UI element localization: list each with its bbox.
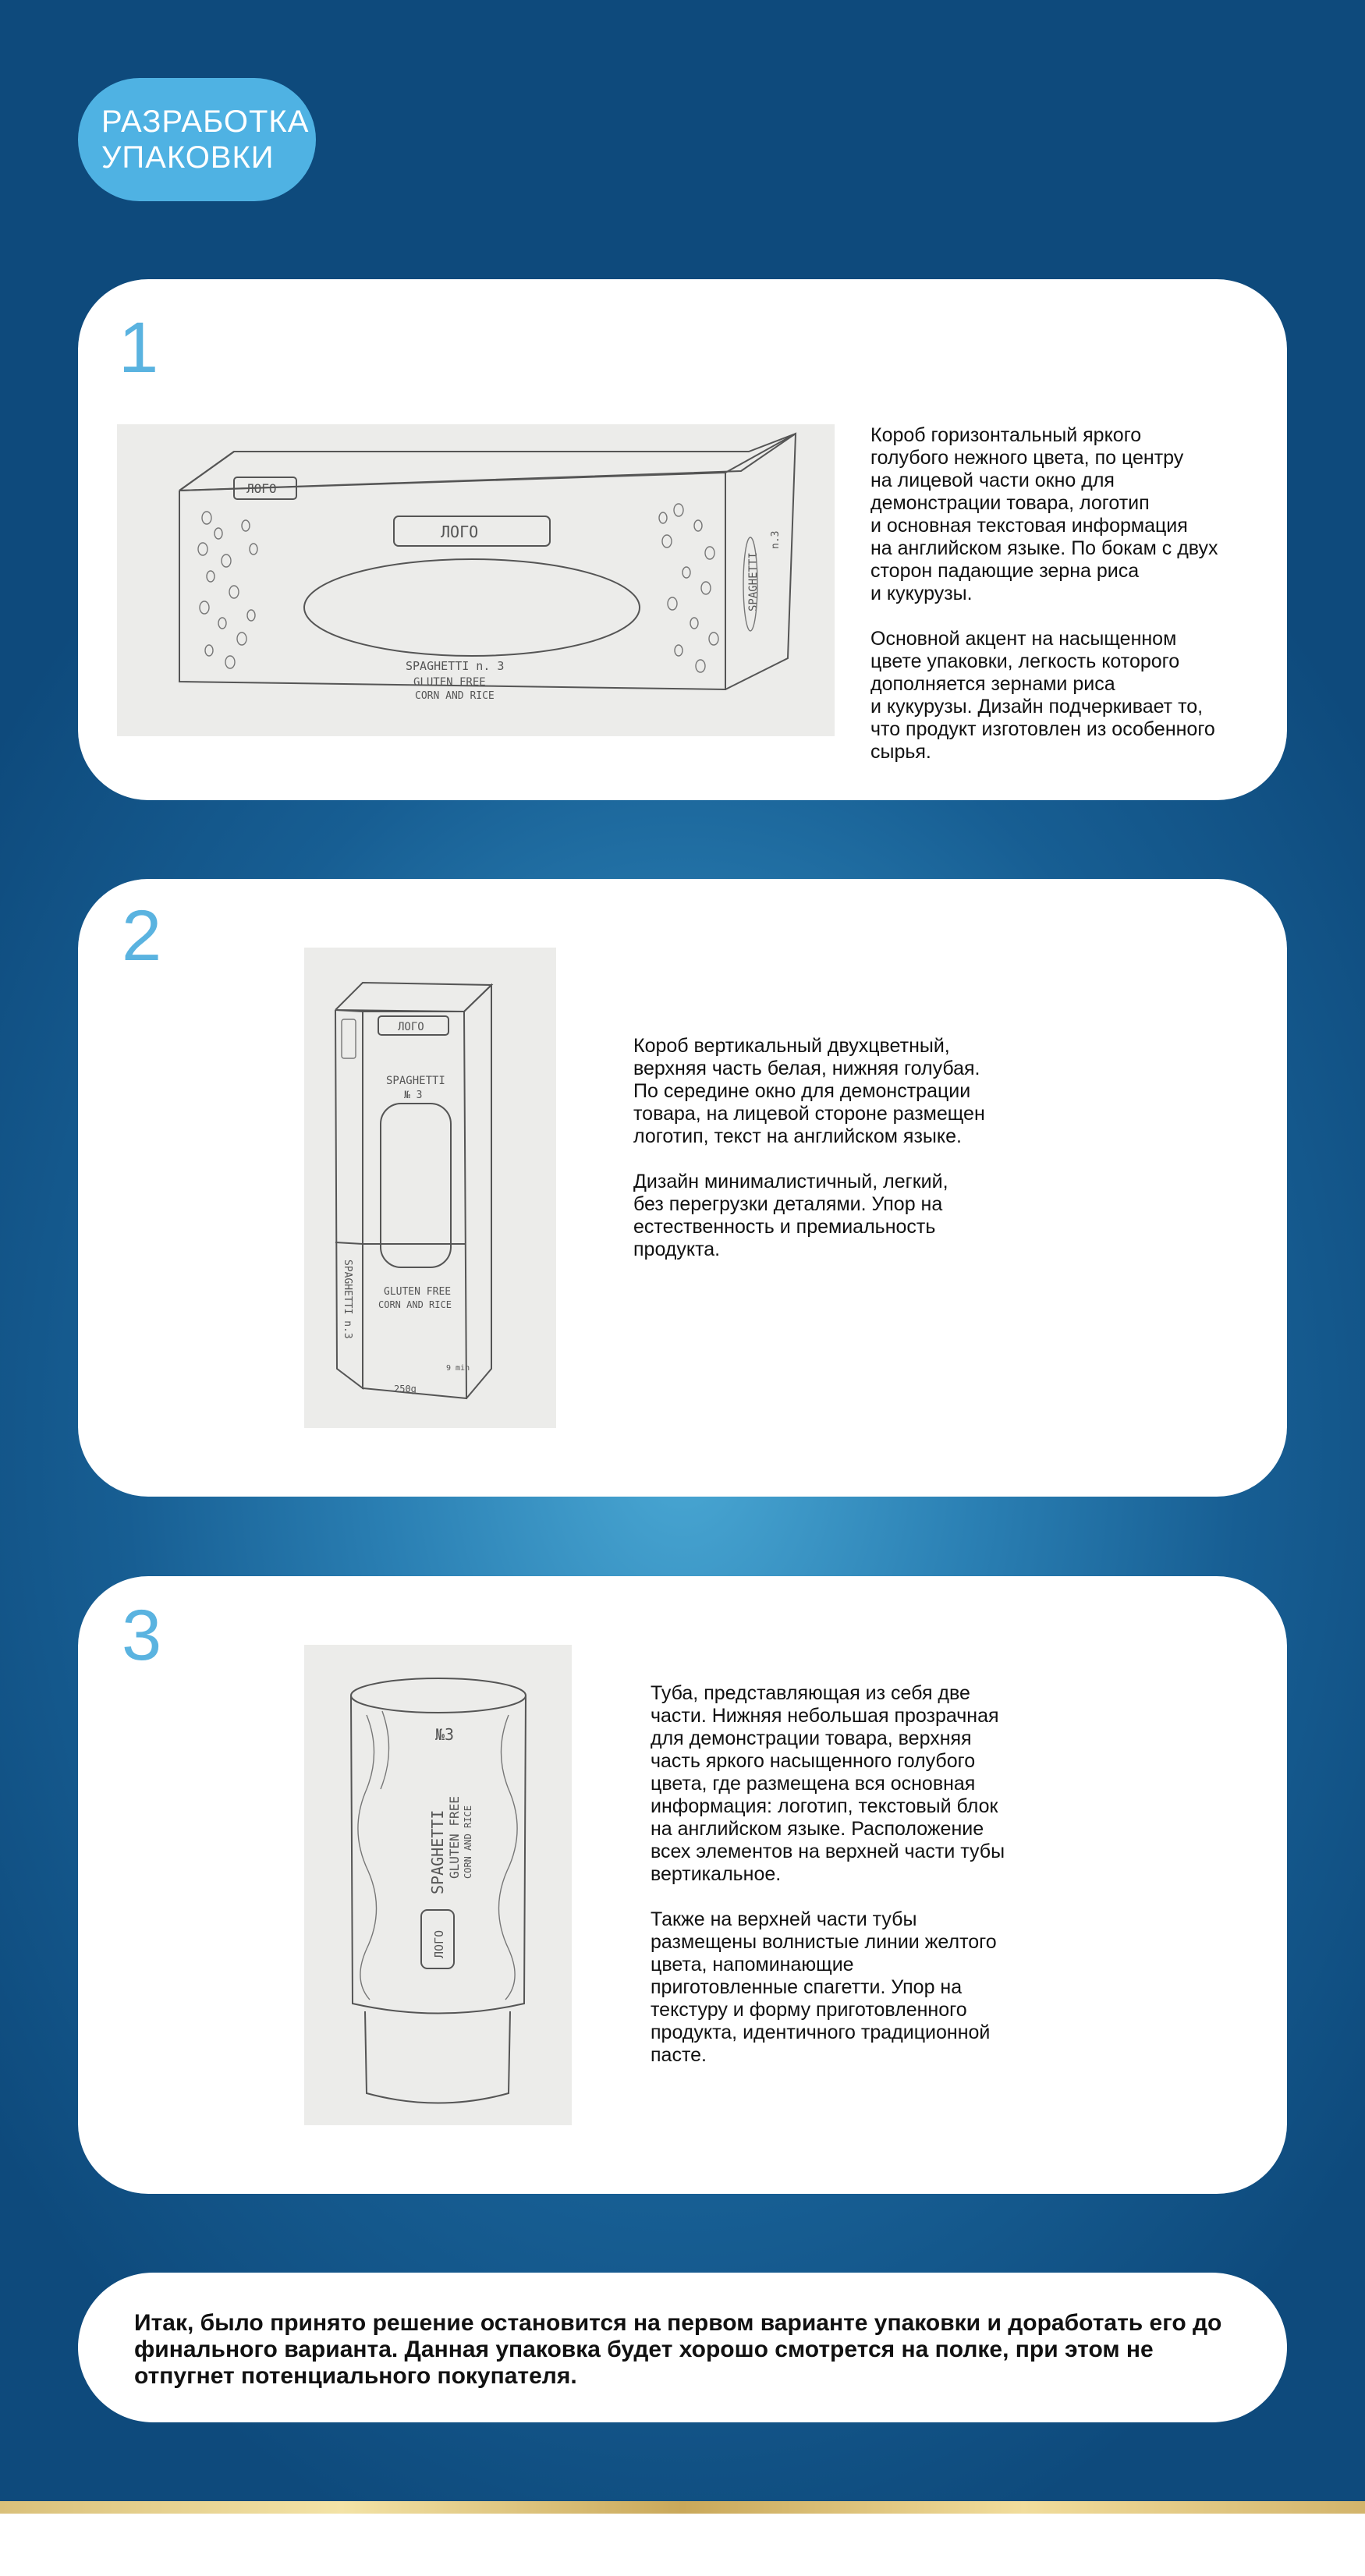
section-title-badge (78, 78, 316, 201)
gold-divider (0, 2501, 1365, 2514)
sketch-tube (304, 1645, 572, 2125)
sketch-number: №3 (435, 1725, 455, 1744)
sketch-text-line1: SPAGHETTI (428, 1809, 447, 1894)
sketch-text-line4: CORN AND RICE (378, 1299, 452, 1310)
sketch-side-line1: SPAGHETTI (747, 552, 760, 611)
sketch-text-line2: № 3 (404, 1090, 423, 1101)
variant-number: 1 (119, 308, 159, 388)
bottom-strip (0, 2514, 1365, 2576)
variant-number: 2 (122, 896, 162, 976)
sketch-text-line1: SPAGHETTI (386, 1075, 445, 1087)
sketch-text-line3: GLUTEN FREE (384, 1286, 452, 1298)
variant-description: Короб горизонтальный яркого голубого нежного цвета, по центру на лицевой части окно для демонстрации товара, логотип и основная текстовая информация на английском языке. По бокам с двух сторон падающие зерна риса и кукурузы. Основной акцент на насыщенном цвете упаковки, легкость которого дополняется зернами риса и кукурузы. Дизайн подчеркивает то, что продукт изготовлен из особенного сырья. (870, 424, 1218, 763)
variant-number: 3 (122, 1596, 162, 1675)
variant-card-2 (78, 879, 1287, 1497)
variant-card-1 (78, 279, 1287, 800)
sketch-weight: 250g (394, 1384, 417, 1394)
sketch-time: 9 min (446, 1364, 470, 1373)
sketch-text-line2: GLUTEN FREE (413, 676, 486, 689)
sketch-horizontal-box (117, 424, 835, 736)
sketch-text-line2: GLUTEN FREE (447, 1796, 462, 1879)
variant-card-3 (78, 1576, 1287, 2194)
variant-description: Туба, представляющая из себя две части. Нижняя небольшая прозрачная для демонстрации товара, верхняя часть яркого насыщенного голубого цвета, где размещена вся основная информация: логотип, текстовый блок на английском языке. Расположение всех элементов на верхней части тубы вертикальное. Также на верхней части тубы размещены волнистые линии желтого цвета, напоминающие приготовленные спагетти. Упор на текстуру и форму приготовленного продукта, идентичного традиционной пасте. (651, 1682, 1005, 2066)
sketch-side-line2: n.3 (770, 530, 782, 549)
conclusion-card (78, 2273, 1287, 2422)
sketch-logo: ЛОГО (432, 1929, 446, 1958)
sketch-logo: ЛОГО (398, 1021, 424, 1033)
sketch-side-text: SPAGHETTI n.3 (342, 1260, 353, 1339)
section-title: РАЗРАБОТКА УПАКОВКИ (101, 105, 310, 175)
conclusion-text: Итак, было принято решение остановится на первом варианте упаковки и доработать его до финального варианта. Данная упаковка будет хорошо смотрется на полке, при этом не отпугнет потенциального покупателя. (134, 2310, 1222, 2389)
sketch-text-line3: CORN AND RICE (463, 1805, 473, 1879)
sketch-text-line3: CORN AND RICE (415, 690, 495, 702)
sketch-vertical-box (304, 948, 556, 1428)
sketch-text-line1: SPAGHETTI n. 3 (406, 659, 505, 673)
sketch-logo-small: ЛОГО (246, 481, 277, 496)
sketch-logo-center: ЛОГО (441, 523, 479, 541)
variant-description: Короб вертикальный двухцветный, верхняя часть белая, нижняя голубая. По середине окно для демонстрации товара, на лицевой стороне размещен логотип, текст на английском языке. Дизайн минималистичный, легкий, без перегрузки деталями. Упор на естественность и премиальность продукта. (633, 1035, 985, 1260)
